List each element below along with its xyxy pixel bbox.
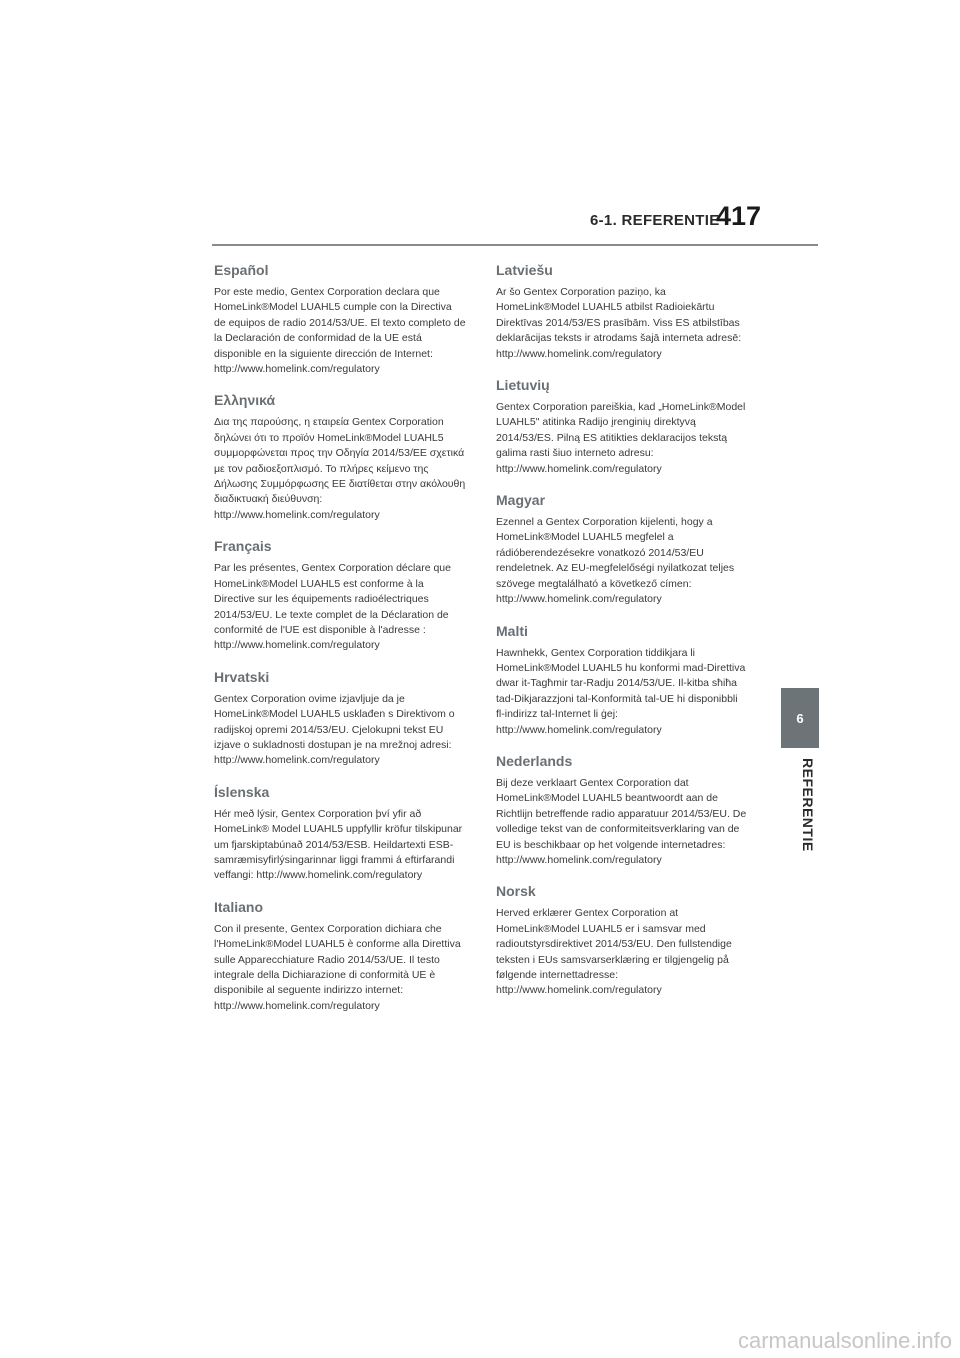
section-body: Herved erklærer Gentex Corporation at HomeLink®Model LUAHL5 er i samsvar med radioutstyrsdirektivet 2014/53/EU. Den fullstendige teksten i EUs samsvarserklæring er tilgjengelig på følgende internettadresse: http://www.homelink.com/regulatory xyxy=(496,907,732,997)
section-espanol xyxy=(214,262,466,377)
section-body: Par les présentes, Gentex Corporation déclare que HomeLink®Model LUAHL5 est conforme à la Directive sur les équipements radioélectriques 2014/53/EU. Le texte complet de la Déclaration de conformité de l'UE est disponible à l'adresse : http://www.homelink.com/regulatory xyxy=(214,562,451,652)
header-rule xyxy=(212,244,818,246)
section-islenska xyxy=(214,784,466,884)
section-body: Por este medio, Gentex Corporation declara que HomeLink®Model LUAHL5 cumple con la Directiva de equipos de radio 2014/53/UE. El texto completo de la Declaración de conformidad de la UE está disponible en la siguiente dirección de Internet: http://www.homelink.com/regulatory xyxy=(214,286,466,376)
left-column xyxy=(214,262,466,1029)
watermark: carmanualsonline.info xyxy=(737,1328,952,1353)
section-body: Gentex Corporation pareiškia, kad „HomeLink®Model LUAHL5" atitinka Radijo įrenginių direktyvą 2014/53/ES. Pilną ES atitikties deklaracijos tekstą galima rasti šiuo interneto adresu: http://www.homelink.com/regulatory xyxy=(496,401,746,475)
section-body: Ezennel a Gentex Corporation kijelenti, hogy a HomeLink®Model LUAHL5 megfelel a rádióberendezésekre vonatkozó 2014/53/EU rendeletnek. Az EU-megfelelőségi nyilatkozat teljes szövege megtalálható a következő címen: http://www.homelink.com/regulatory xyxy=(496,516,735,606)
section-body: Hawnhekk, Gentex Corporation tiddikjara li HomeLink®Model LUAHL5 hu konformi mad-Direttiva dwar it-Tagħmir tar-Radju 2014/53/UE. Il-kitba sħiħa tad-Dikjarazzjoni tal-Konformità tal-UE hi disponibbli fl-indirizz tal-Internet li ġej: http://www.homelink.com/regulatory xyxy=(496,646,746,736)
section-title: Íslenska xyxy=(214,783,270,800)
section-body: Hér með lýsir, Gentex Corporation því yfir að HomeLink® Model LUAHL5 uppfyllir kröfur tilskipunar um fjarskiptabúnað 2014/53/ESB. Heildartexti ESB-samræmisyfirlýsingarinnar liggi frammi á eftirfarandi veffangi: http://www.homelink.com/regulatory xyxy=(214,807,463,882)
section-francais xyxy=(214,538,466,653)
chapter-number: 6 xyxy=(796,710,804,726)
section-body: Con il presente, Gentex Corporation dichiara che l'HomeLink®Model LUAHL5 è conforme alla Direttiva sulle Apparecchiature Radio 2014/53/UE. Il testo integrale della Dichiarazione di conformità UE è disponibile al seguente indirizzo internet: http://www.homelink.com/regulatory xyxy=(214,922,461,1012)
section-title: Nederlands xyxy=(496,752,573,769)
section-norsk xyxy=(496,883,748,998)
section-body: Δια της παρούσης, η εταιρεία Gentex Corporation δηλώνει ότι το προϊόν HomeLink®Model LUAHL5 συμμορφώνεται προς την Οδηγία 2014/53/ΕΕ σχετικά με τον ραδιοεξοπλισμό. Το πλήρες κείμενο της Δήλωσης Συμμόρφωσης ΕΕ διατίθεται στην ακόλουθη διαδικτυακή διεύθυνση: http://www.homelink.com/regulatory xyxy=(214,416,466,521)
section-title: Lietuvių xyxy=(496,377,550,394)
section-hrvatski xyxy=(214,669,466,769)
section-title: Ελληνικά xyxy=(214,392,276,409)
right-column xyxy=(496,262,748,1014)
section-title: Français xyxy=(214,538,272,555)
section-title: Hrvatski xyxy=(214,668,270,685)
section-nederlands xyxy=(496,753,748,868)
section-latviesu xyxy=(496,262,748,362)
section-body: Gentex Corporation ovime izjavljuje da je HomeLink®Model LUAHL5 usklađen s Direktivom o radijskoj opremi 2014/53/EU. Cjelokupni tekst EU izjave o sukladnosti dostupan je na mrežnoj adresi: http://www.homelink.com/regulatory xyxy=(214,692,455,767)
section-title: Norsk xyxy=(496,883,536,900)
section-body: Bij deze verklaart Gentex Corporation dat HomeLink®Model LUAHL5 beantwoordt aan de Richtlijn betreffende radio apparatuur 2014/53/EU. De volledige tekst van de conformiteitsverklaring van de EU is beschikbaar op het volgende internetadres: http://www.homelink.com/regulatory xyxy=(496,776,747,866)
page-number: 417 xyxy=(716,201,762,231)
section-title: Italiano xyxy=(214,898,264,915)
chapter-label: REFERENTIE xyxy=(800,758,816,852)
section-title: Malti xyxy=(496,622,528,639)
section-body: Ar šo Gentex Corporation paziņo, ka HomeLink®Model LUAHL5 atbilst Radioiekārtu Direktīvas 2014/53/ES prasībām. Viss ES atbilstības deklarācijas teksts ir atrodams šajā interneta adresē: http://www.homelink.com/regulatory xyxy=(496,286,742,360)
section-ellinika xyxy=(214,392,466,523)
section-title: Español xyxy=(214,262,269,278)
section-italiano xyxy=(214,899,466,1014)
section-magyar xyxy=(496,492,748,607)
section-title: Latviešu xyxy=(496,262,553,278)
header-title: 6-1. REFERENTIE xyxy=(590,212,720,229)
section-title: Magyar xyxy=(496,492,546,509)
section-malti xyxy=(496,623,748,738)
section-lietuviu xyxy=(496,377,748,477)
chapter-tab xyxy=(781,688,819,748)
